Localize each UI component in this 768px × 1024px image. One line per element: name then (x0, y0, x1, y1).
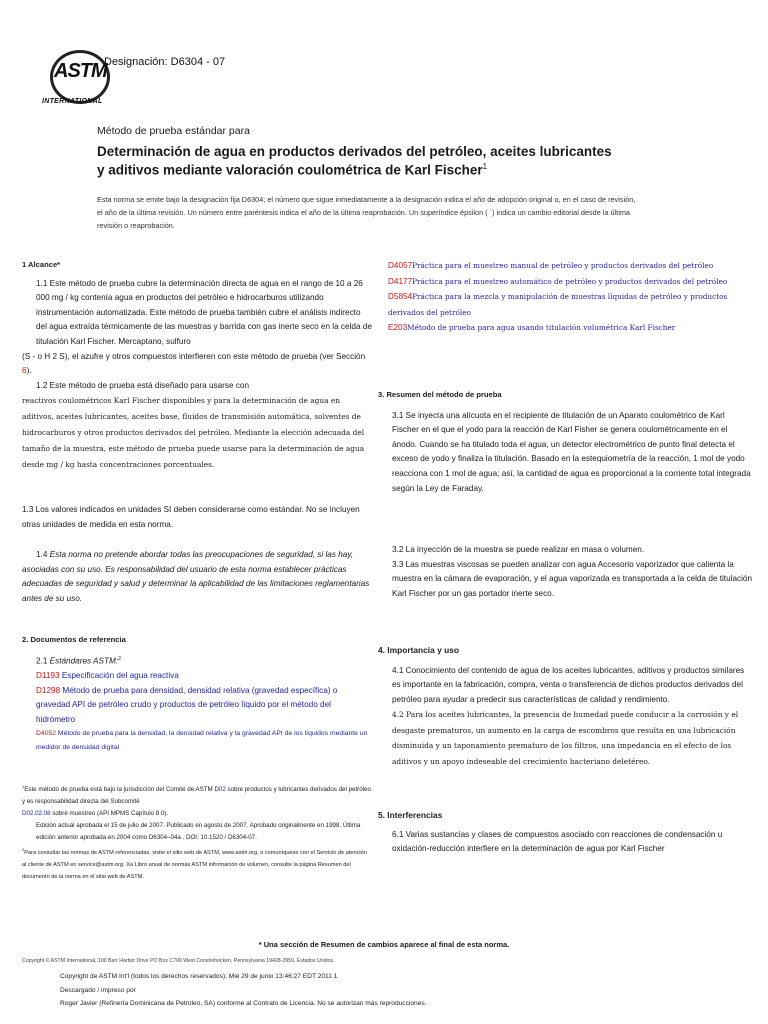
footnote-2 (22, 844, 372, 883)
ref-code-link[interactable]: D4057 (388, 261, 413, 270)
para-2-1-sup: 2 (118, 655, 121, 662)
para-2-1 (22, 652, 372, 669)
para-3-1: 3.1 Se inyecta una alícuota en el recipiente de titulación de un Aparato coulométrico de Karl Fischer en el que el yodo para la reacción de Karl Fisher se genera coulométricamente en el ánodo. Cuando se ha titulado toda el agua, un detector electrométrico de punto final detecta el exceso de yodo y finaliza la titulación. Basado en la estequiometría de la reacción, 1 mol de yodo reacciona con 1 mol de agua; así, la cantidad de agua es proporcional a la corriente total integrada según la Ley de Faraday. (392, 410, 751, 493)
license-line-2: Descargado / impreso por (60, 986, 136, 994)
para-1-1b (22, 350, 372, 379)
section-4 (378, 643, 753, 769)
section-4-heading: 4. Importancia y uso (378, 645, 459, 655)
para-1-1: 1.1 Este método de prueba cubre la determinación directa de agua en el rango de 10 a 26 000 mg / kg contenía agua en productos del petróleo e hidrocarburos utilizando instrumentación automatizada. Este método de prueba también cubre el análisis indirecto del agua extraída térmicamente de las muestras y barrida con gas inerte seco en la celda de titulación Karl Fischer. Mercaptano, sulfuro (36, 278, 372, 346)
license-copyright: Copyright de ASTM Int'l (todos los derechos reservados); Mié 29 de junio 13:46:27 EDT 2011 (60, 973, 332, 980)
license-line-3: Roger Javier (Refinería Dominicana de Petroleo, SA) conforme al Contrato de Licencia. No se autorizan más reproducciones. (60, 1000, 427, 1007)
section-2-heading: 2. Documentos de referencia (22, 635, 126, 644)
section-3 (378, 388, 753, 496)
section-1 (22, 258, 372, 473)
footnotes (22, 781, 372, 883)
ref-code-link[interactable]: D1193 (36, 670, 60, 680)
ref-d1193 (22, 669, 372, 684)
license-line-1 (60, 970, 427, 984)
ref-title-link[interactable]: Práctica para el muestreo automático de petróleo y productos derivados del petróleo (412, 276, 728, 286)
ref-title-link[interactable]: Método de prueba para la densidad, la densidad relativa y la gravedad API de los líquidos mediante un medidor de densidad digital (36, 730, 368, 752)
footnote-2-mark: 2 (22, 847, 25, 853)
footnote-1-text: Este método de prueba está bajo la jurisdicción del Comité de ASTM (24, 786, 215, 794)
para-1-3: 1.3 Los valores indicados en unidades SI deben considerarse como estándar. No se incluyen otras unidades de medida en esta norma. (22, 505, 360, 529)
para-3-3: 3.3 Las muestras viscosas se pueden analizar con agua Accesorio vaporizador que calienta la muestra en la cámara de evaporación, y el agua vaporizada es transportada a la celda de titulación Karl Fischer por un gas portador inerte seco. (392, 559, 753, 598)
para-1-2-body: reactivos coulométricos Karl Fischer disponibles y para la determinación de agua en aditivos, aceites lubricantes, aceites base, fluidos de transmisión automática, solventes de hidrocarburos y otros productos derivados del petróleo. Mediante la elección adecuada del tamaño de la muestra, este método de prueba puede usarse para la determinación de agua desde mg / kg hasta concentraciones porcentuales. (22, 396, 365, 470)
license-block (60, 970, 427, 1011)
section-3-heading: 3. Resumen del método de prueba (378, 390, 502, 399)
document-title (97, 144, 617, 178)
para-2-1-num: 2.1 (36, 656, 48, 666)
ref-code-link[interactable]: D5854 (388, 292, 413, 301)
ref-title-link[interactable]: Método de prueba para densidad, densidad relativa (gravedad específica) o gravedad API de petróleo crudo y productos de petróleo líquido por el método del hidrómetro (36, 685, 338, 724)
title-footnote-mark: 1 (482, 162, 488, 171)
footnote-2-text: Para consultar las normas de ASTM referenciadas, visite el sitio web de ASTM, www.astm.org, o comuníquese con el Servicio de atención al cliente de ASTM en service@astm.org. Xa Libro anual de normas ASTM información de volumen, consulte la página Resumen del documento de la norma en el sitio web de ASTM. (22, 849, 367, 880)
ref-title-link[interactable]: Práctica para el muestreo manual de petróleo y productos derivados del petróleo (412, 261, 714, 270)
ref-code-link[interactable]: D1298 (36, 685, 61, 695)
para-1-4-num: 1.4 (36, 550, 48, 559)
ref-code-link[interactable]: E203 (388, 323, 408, 332)
para-1-4 (22, 548, 372, 606)
section-5-heading: 5. Interferencias (378, 810, 443, 820)
section-2 (22, 633, 372, 755)
footnote-1-text-b: sobre productos y lubricantes derivados del petróleo y es responsabilidad directa del Subcomité (22, 786, 371, 806)
ref-e203 (378, 320, 753, 336)
designation: Designación: D6304 - 07 (104, 56, 226, 68)
footnote-1-mark: 1 (22, 784, 25, 789)
committee-link[interactable]: D02 (214, 786, 226, 794)
para-4-1: 4.1 Conocimiento del contenido de agua de los aceites lubricantes, aditivos y productos similares es importante en la fabricación, compra, venta o transferencia de dichos productos derivados del petróleo para ayudar a predecir sus características de calidad y rendimiento. (392, 665, 745, 704)
para-1-1b-text: (S - o H 2 S), el azufre y otros compuestos interfieren con este método de prueba (ver Sección (22, 351, 366, 361)
para-1-2: 1.2 Este método de prueba está diseñado para usarse con (36, 380, 250, 390)
ref-d5854 (378, 289, 753, 320)
title-text: Determinación de agua en productos derivados del petróleo, aceites lubricantes y aditivos mediante valoración coulométrica de Karl Fischer (97, 144, 612, 178)
astm-standards-label: Estándares ASTM: (49, 656, 119, 666)
para-6-1: 6.1 Varias sustancias y clases de compuestos asociado con reacciones de condensación u oxidación-reducción interfiere en la determinación de agua por Karl Fischer (392, 829, 723, 854)
para-4-2: 4.2 Para los aceites lubricantes, la presencia de humedad puede conducir a la corrosión y el desgaste prematuros, un aumento en la carga de escombros que resulta en una lubricación disminuida y un taponamiento prematuro de los filtros, una impedancia en el efecto de los aditivos y un apoyo indeseable del crecimiento bacteriano deletéreo. (392, 710, 739, 766)
para-1-4-text: Esta norma no pretende abordar todas las preocupaciones de seguridad, si las hay, asociadas con su uso. Es responsabilidad del usuario de esta norma establecer prácticas adecuadas de seguridad y salud y determinar la aplicabilidad de las limitaciones reglamentarias antes de su uso. (22, 550, 370, 603)
right-references (378, 258, 753, 336)
ref-title-link[interactable]: Especificación del agua reactiva (61, 670, 179, 680)
ref-d4057 (378, 258, 753, 274)
footnote-1-edition: Edición actual aprobada el 15 de julio de 2007. Publicado en agosto de 2007. Aprobado originalmente en 1998. Última edición anterior aprobada en 2004 como D6304–04a . DOI: 10.1520 / D6304-07. (36, 822, 361, 842)
ref-d4052 (22, 727, 372, 755)
copyright-line: Copyright © ASTM International, 100 Barr Harbor Drive PO Box C700 West Conshohocken, Pennsylvania 19428-2959, Estados Unidos. (22, 958, 335, 964)
subcommittee-link[interactable]: D02.02.08 (22, 810, 51, 818)
logo-text: ASTM (54, 60, 107, 82)
summary-of-changes-note: * Una sección de Resumen de cambios aparece al final de esta norma. (258, 940, 510, 949)
section-5 (378, 808, 753, 857)
section-6-link[interactable]: 6 (22, 366, 27, 376)
ref-title-link[interactable]: Práctica para la mezcla y manipulación de muestras líquidas de petróleo y productos derivados del petróleo (388, 292, 728, 317)
ref-title-link[interactable]: Método de prueba para agua usando titulación volumétrica Karl Fischer (407, 323, 676, 332)
para-1-1b-end: ). (26, 366, 32, 376)
page-number: 1 (333, 973, 338, 980)
ref-d4177 (378, 274, 753, 290)
para-3-2: 3.2 La inyección de la muestra se puede realizar en masa o volumen. (392, 545, 645, 554)
footnote-1-text-c: sobre muestreo (API MPMS Capítulo 8.0). (50, 810, 169, 818)
ref-code-link[interactable]: D4052 (36, 730, 57, 738)
logo-international: INTERNATIONAL (42, 98, 103, 105)
ref-code-link[interactable]: D4177 (388, 276, 413, 286)
footnote-1-subcommittee (22, 808, 372, 820)
document-subtitle: Método de prueba estándar para (97, 125, 250, 137)
section-1-heading: 1 Alcance* (22, 260, 61, 269)
ref-d1298 (22, 684, 372, 728)
footnote-1 (22, 781, 372, 808)
intro-paragraph: Esta norma se emite bajo la designación fija D6304; el número que sigue inmediatamente a la designación indica el año de adopción original o, en el caso de revisión, el año de la última revisión. Un número entre paréntesis indica el año de la última reaprobación. Un superíndice épsilon ( ´) indica un cambio editorial desde la última revisión o reaprobación. (97, 195, 636, 230)
astm-logo (42, 48, 112, 110)
section-3-cont (378, 543, 753, 601)
